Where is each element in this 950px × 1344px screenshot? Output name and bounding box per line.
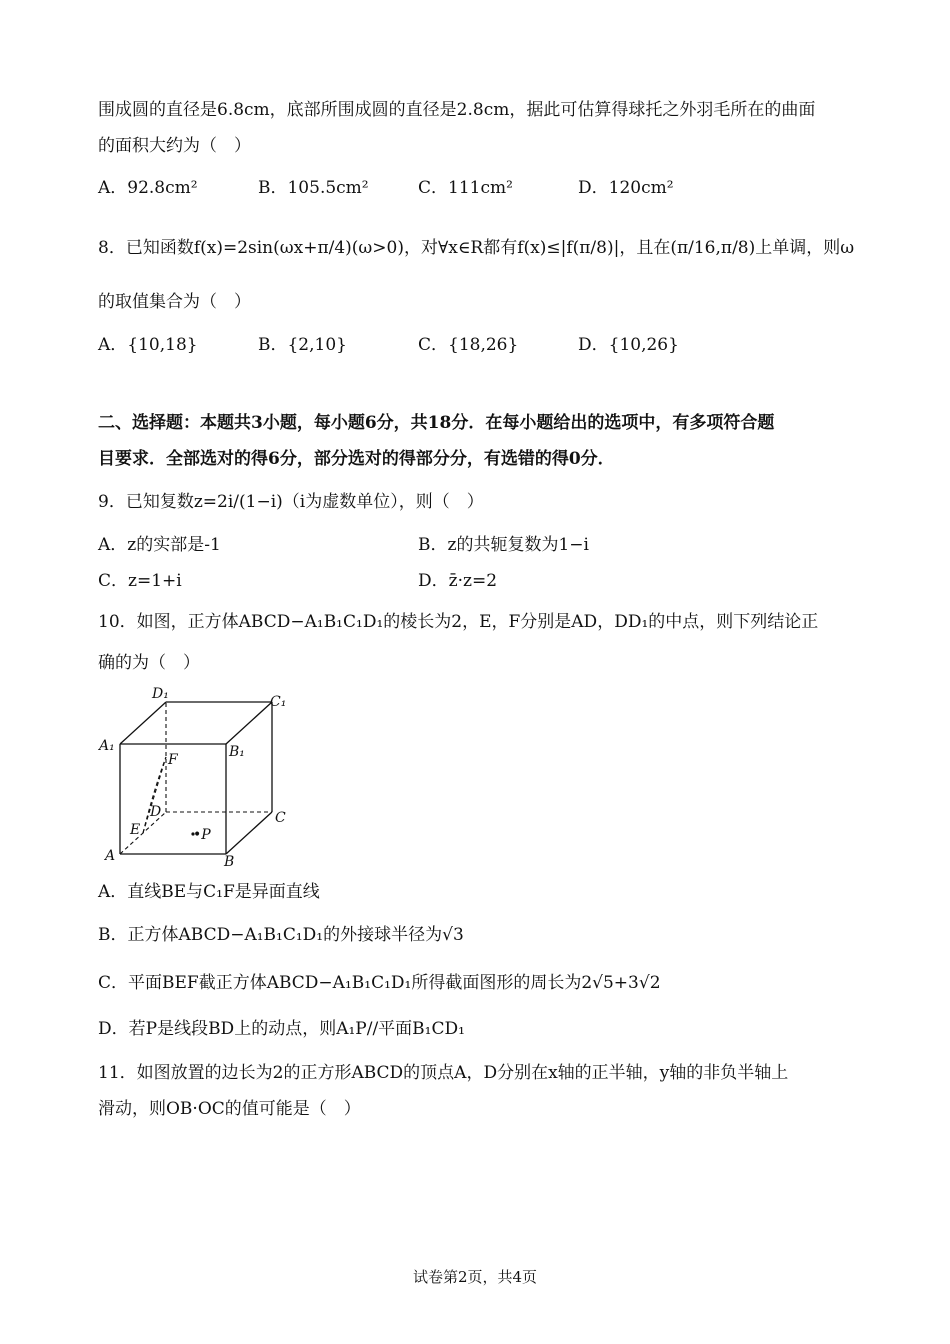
q8-option-b: B．{2,10} xyxy=(258,335,347,355)
label-f: F xyxy=(168,752,178,768)
section2-heading-line2: 目要求．全部选对的得6分，部分选对的得部分分，有选错的得0分． xyxy=(98,449,615,469)
label-b1: B₁ xyxy=(229,744,245,760)
q9-option-c: C．z=1+i xyxy=(98,571,182,591)
q8-stem-line1: 8．已知函数f(x)=2sin(ωx+π/4)(ω>0)，对∀x∈R都有f(x)≤|f(π/8)|，且在(π/16,π/8)上单调，则ω xyxy=(98,238,855,258)
q8-option-d: D．{10,26} xyxy=(578,335,679,355)
q7-option-c: C．111cm² xyxy=(418,178,513,198)
label-d1: D₁ xyxy=(152,686,169,702)
q8-stem-line2: 的取值集合为（ ） xyxy=(98,292,251,312)
q8-option-a: A．{10,18} xyxy=(98,335,198,355)
q7-option-b: B．105.5cm² xyxy=(258,178,369,198)
label-p: •P xyxy=(193,827,211,843)
q11-stem-line2: 滑动，则OB·OC的值可能是（ ） xyxy=(98,1099,361,1119)
label-c: C xyxy=(275,810,286,826)
q10-option-a: A．直线BE与C₁F是异面直线 xyxy=(98,882,320,902)
q7-text-line1: 围成圆的直径是6.8cm，底部所围成圆的直径是2.8cm，据此可估算得球托之外羽毛所在的曲面 xyxy=(98,100,816,120)
q7-option-d: D．120cm² xyxy=(578,178,674,198)
q9-stem: 9．已知复数z=2i/(1−i)（i为虚数单位），则（ ） xyxy=(98,492,484,512)
q10-stem-line1: 10．如图，正方体ABCD−A₁B₁C₁D₁的棱长为2，E，F分别是AD，DD₁的中点，则下列结论正 xyxy=(98,612,819,632)
q7-option-a: A．92.8cm² xyxy=(98,178,198,198)
q8-option-c: C．{18,26} xyxy=(418,335,519,355)
page-footer: 试卷第2页，共4页 xyxy=(412,1268,538,1286)
q9-option-d: D．z̄·z=2 xyxy=(418,571,498,591)
label-e: E xyxy=(130,822,141,838)
label-a: A xyxy=(105,848,116,864)
label-c1: C₁ xyxy=(270,694,287,710)
label-b: B xyxy=(224,854,235,870)
edge-b1-c1 xyxy=(226,702,272,744)
q10-option-d: D．若P是线段BD上的动点，则A₁P//平面B₁CD₁ xyxy=(98,1019,465,1039)
q7-text-line2: 的面积大约为（ ） xyxy=(98,136,251,156)
label-a1: A₁ xyxy=(99,738,115,754)
q10-option-c: C．平面BEF截正方体ABCD−A₁B₁C₁D₁所得截面图形的周长为2√5+3√2 xyxy=(98,973,661,993)
q10-stem-line2: 确的为（ ） xyxy=(98,653,200,673)
q10-option-b: B．正方体ABCD−A₁B₁C₁D₁的外接球半径为√3 xyxy=(98,925,464,945)
segment-e-f xyxy=(143,757,166,833)
q9-option-b: B．z的共轭复数为1−i xyxy=(418,535,589,555)
label-d: D xyxy=(150,804,162,820)
edge-b-c xyxy=(226,812,272,854)
q9-option-a: A．z的实部是-1 xyxy=(98,535,221,555)
q11-stem-line1: 11．如图放置的边长为2的正方形ABCD的顶点A，D分别在x轴的正半轴，y轴的非负半轴上 xyxy=(98,1063,789,1083)
curve-e-f xyxy=(143,757,166,833)
section2-heading-line1: 二、选择题：本题共3小题，每小题6分，共18分．在每小题给出的选项中，有多项符合题 xyxy=(98,413,775,433)
cube-figure xyxy=(96,684,296,870)
edge-a1-d1 xyxy=(120,702,166,744)
